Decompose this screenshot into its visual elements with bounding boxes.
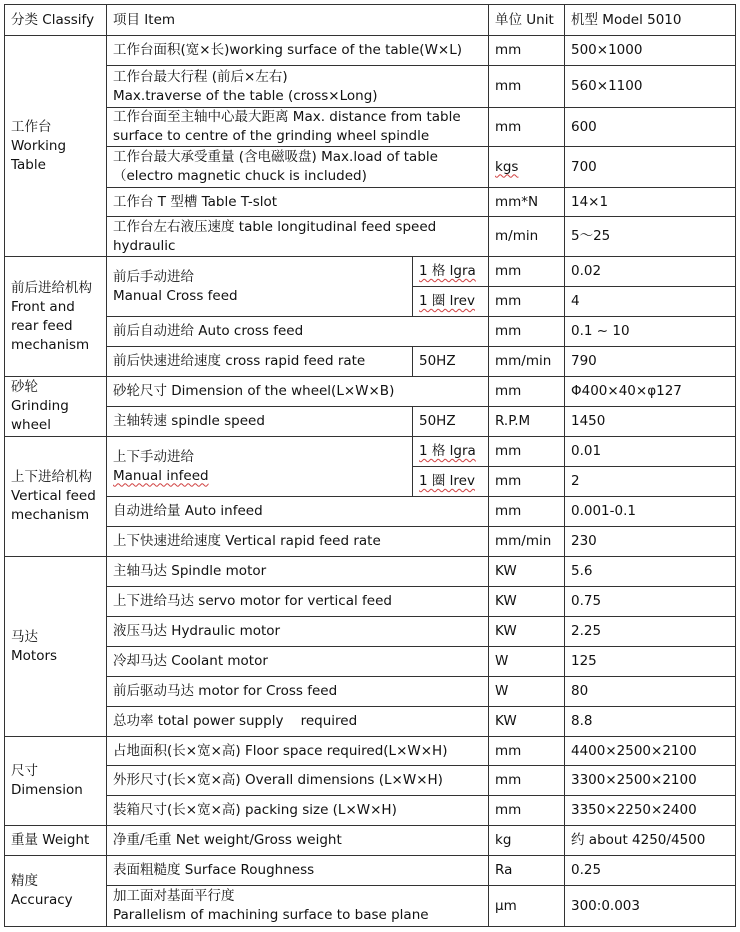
sub-label: 1 圈 lrev bbox=[413, 287, 489, 317]
unit-cell: KW bbox=[489, 707, 565, 737]
unit-cell: Ra bbox=[489, 856, 565, 886]
table-row bbox=[5, 257, 736, 287]
table-row bbox=[5, 317, 736, 347]
table-row bbox=[5, 766, 736, 796]
item-label: 主轴转速 spindle speed bbox=[107, 407, 413, 437]
unit-cell: mm/min bbox=[489, 347, 565, 377]
table-row bbox=[5, 737, 736, 766]
table-row bbox=[5, 647, 736, 677]
unit-cell: mm bbox=[489, 66, 565, 108]
item-label: 前后手动进给 Manual Cross feed bbox=[107, 257, 413, 317]
unit-cell: μm bbox=[489, 886, 565, 927]
table-row bbox=[5, 36, 736, 66]
table-row bbox=[5, 557, 736, 587]
value-cell: 4 bbox=[565, 287, 736, 317]
value-cell: 4400×2500×2100 bbox=[565, 737, 736, 766]
table-row bbox=[5, 796, 736, 826]
table-row bbox=[5, 617, 736, 647]
header-model: 机型 Model 5010 bbox=[565, 5, 736, 36]
value-cell: 790 bbox=[565, 347, 736, 377]
value-cell: 560×1100 bbox=[565, 66, 736, 108]
item-label: 工作台 T 型槽 Table T-slot bbox=[107, 188, 489, 217]
item-label: 液压马达 Hydraulic motor bbox=[107, 617, 489, 647]
item-label: 工作台最大承受重量 (含电磁吸盘) Max.load of table （electro magnetic chuck is included) bbox=[107, 147, 489, 188]
unit-cell: m/min bbox=[489, 217, 565, 257]
category-vertical-feed: 上下进给机构 Vertical feed mechanism bbox=[5, 437, 107, 557]
item-label: 装箱尺寸(长×宽×高) packing size (L×W×H) bbox=[107, 796, 489, 826]
header-row bbox=[5, 5, 736, 36]
item-label: 净重/毛重 Net weight/Gross weight bbox=[107, 826, 489, 856]
unit-cell: kg bbox=[489, 826, 565, 856]
spec-table bbox=[4, 4, 736, 927]
unit-cell: kgs bbox=[489, 147, 565, 188]
unit-cell: mm bbox=[489, 317, 565, 347]
value-cell: 0.001-0.1 bbox=[565, 497, 736, 527]
value-cell: 2.25 bbox=[565, 617, 736, 647]
unit-cell: mm bbox=[489, 467, 565, 497]
value-cell: 230 bbox=[565, 527, 736, 557]
value-cell: 0.75 bbox=[565, 587, 736, 617]
unit-cell: KW bbox=[489, 617, 565, 647]
item-label: 砂轮尺寸 Dimension of the wheel(L×W×B) bbox=[107, 377, 489, 407]
item-label: 总功率 total power supply required bbox=[107, 707, 489, 737]
header-classify: 分类 Classify bbox=[5, 5, 107, 36]
unit-cell: W bbox=[489, 647, 565, 677]
table-row bbox=[5, 587, 736, 617]
value-cell: 80 bbox=[565, 677, 736, 707]
sub-label: 1 格 lgra bbox=[413, 437, 489, 467]
unit-cell: mm bbox=[489, 737, 565, 766]
item-label: 加工面对基面平行度 Parallelism of machining surface to base plane bbox=[107, 886, 489, 927]
table-row bbox=[5, 66, 736, 108]
table-row bbox=[5, 188, 736, 217]
item-label: 表面粗糙度 Surface Roughness bbox=[107, 856, 489, 886]
header-item: 项目 Item bbox=[107, 5, 489, 36]
item-label: 上下手动进给 Manual infeed bbox=[107, 437, 413, 497]
item-label: 工作台最大行程 (前后×左右) Max.traverse of the table (cross×Long) bbox=[107, 66, 489, 108]
unit-cell: mm/min bbox=[489, 527, 565, 557]
sub-label: 1 圈 lrev bbox=[413, 467, 489, 497]
value-cell: 2 bbox=[565, 467, 736, 497]
value-cell: 0.1 ~ 10 bbox=[565, 317, 736, 347]
table-row bbox=[5, 826, 736, 856]
value-cell: 300:0.003 bbox=[565, 886, 736, 927]
table-row bbox=[5, 886, 736, 927]
category-grinding-wheel: 砂轮 Grinding wheel bbox=[5, 377, 107, 437]
table-row bbox=[5, 856, 736, 886]
value-cell: 500×1000 bbox=[565, 36, 736, 66]
value-cell: 0.01 bbox=[565, 437, 736, 467]
item-label: 前后快速进给速度 cross rapid feed rate bbox=[107, 347, 413, 377]
item-label: 工作台面积(宽×长)working surface of the table(W×L) bbox=[107, 36, 489, 66]
item-label: 上下快速进给速度 Vertical rapid feed rate bbox=[107, 527, 489, 557]
item-label: 工作台左右液压速度 table longitudinal feed speed hydraulic bbox=[107, 217, 489, 257]
sub-label: 50HZ bbox=[413, 347, 489, 377]
value-cell: 1450 bbox=[565, 407, 736, 437]
unit-cell: mm bbox=[489, 796, 565, 826]
category-accuracy: 精度 Accuracy bbox=[5, 856, 107, 927]
header-unit: 单位 Unit bbox=[489, 5, 565, 36]
unit-cell: mm bbox=[489, 377, 565, 407]
unit-cell: mm bbox=[489, 257, 565, 287]
category-weight: 重量 Weight bbox=[5, 826, 107, 856]
sub-label: 50HZ bbox=[413, 407, 489, 437]
item-label: 主轴马达 Spindle motor bbox=[107, 557, 489, 587]
item-label: 前后驱动马达 motor for Cross feed bbox=[107, 677, 489, 707]
table-row bbox=[5, 347, 736, 377]
category-motors: 马达 Motors bbox=[5, 557, 107, 737]
value-cell: 0.02 bbox=[565, 257, 736, 287]
table-row bbox=[5, 377, 736, 407]
table-row bbox=[5, 217, 736, 257]
item-label: 上下进给马达 servo motor for vertical feed bbox=[107, 587, 489, 617]
table-row bbox=[5, 147, 736, 188]
value-cell: 5.6 bbox=[565, 557, 736, 587]
unit-cell: mm bbox=[489, 437, 565, 467]
table-row bbox=[5, 527, 736, 557]
unit-cell: mm bbox=[489, 287, 565, 317]
item-label: 前后自动进给 Auto cross feed bbox=[107, 317, 489, 347]
value-cell: 700 bbox=[565, 147, 736, 188]
value-cell: 3350×2250×2400 bbox=[565, 796, 736, 826]
value-cell: 3300×2500×2100 bbox=[565, 766, 736, 796]
item-label: 自动进给量 Auto infeed bbox=[107, 497, 489, 527]
unit-cell: KW bbox=[489, 587, 565, 617]
unit-cell: mm bbox=[489, 108, 565, 147]
category-front-rear-feed: 前后进给机构 Front and rear feed mechanism bbox=[5, 257, 107, 377]
category-dimension: 尺寸 Dimension bbox=[5, 737, 107, 826]
value-cell: 0.25 bbox=[565, 856, 736, 886]
unit-cell: KW bbox=[489, 557, 565, 587]
unit-cell: W bbox=[489, 677, 565, 707]
category-working-table: 工作台 Working Table bbox=[5, 36, 107, 257]
table-row bbox=[5, 108, 736, 147]
table-row bbox=[5, 407, 736, 437]
item-label: 工作台面至主轴中心最大距离 Max. distance from table surface to centre of the grinding wheel spindle bbox=[107, 108, 489, 147]
table-row bbox=[5, 707, 736, 737]
value-cell: 125 bbox=[565, 647, 736, 677]
table-row bbox=[5, 677, 736, 707]
item-label: 外形尺寸(长×宽×高) Overall dimensions (L×W×H) bbox=[107, 766, 489, 796]
unit-cell: mm bbox=[489, 36, 565, 66]
value-cell: 600 bbox=[565, 108, 736, 147]
unit-cell: R.P.M bbox=[489, 407, 565, 437]
table-row bbox=[5, 497, 736, 527]
value-cell: Φ400×40×φ127 bbox=[565, 377, 736, 407]
value-cell: 8.8 bbox=[565, 707, 736, 737]
item-label: 冷却马达 Coolant motor bbox=[107, 647, 489, 677]
unit-cell: mm bbox=[489, 766, 565, 796]
unit-cell: mm*N bbox=[489, 188, 565, 217]
value-cell: 5～25 bbox=[565, 217, 736, 257]
sub-label: 1 格 lgra bbox=[413, 257, 489, 287]
value-cell: 约 about 4250/4500 bbox=[565, 826, 736, 856]
table-row bbox=[5, 437, 736, 467]
unit-cell: mm bbox=[489, 497, 565, 527]
item-label: 占地面积(长×宽×高) Floor space required(L×W×H) bbox=[107, 737, 489, 766]
value-cell: 14×1 bbox=[565, 188, 736, 217]
